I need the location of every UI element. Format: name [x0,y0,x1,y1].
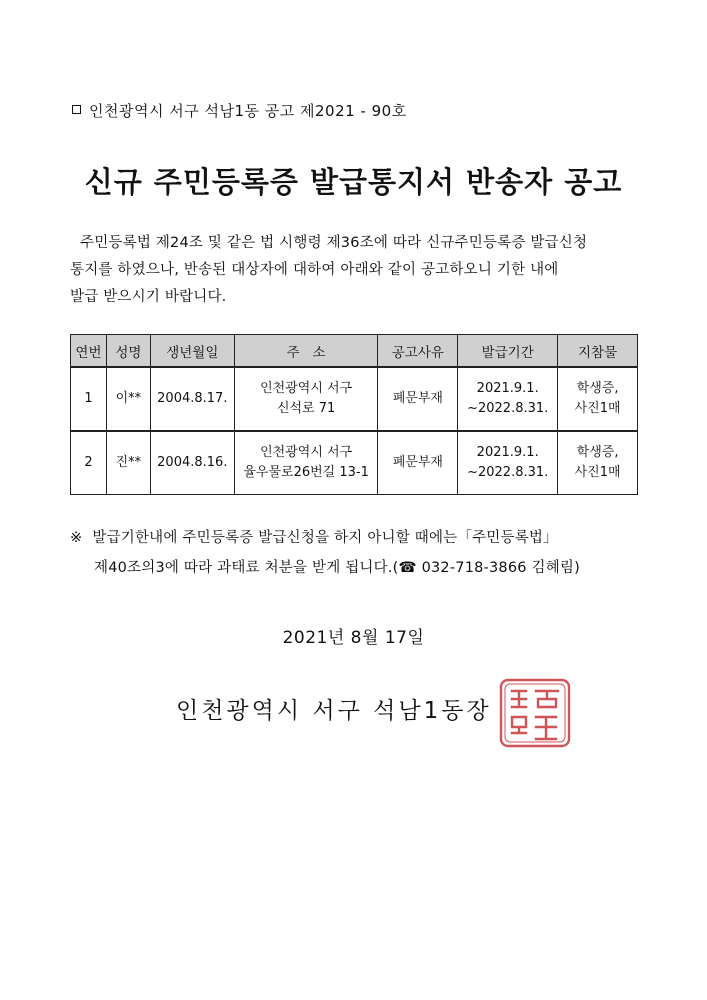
seal-glyph [512,691,526,707]
cell-items [558,367,638,431]
address-line: 율우물로26번길 13-1 [243,465,369,480]
footnote-line: 제40조의3에 따라 과태료 처분을 받게 됩니다.(☎ 032-718-3866 김혜림) [94,560,580,576]
items-line: 학생증, [576,445,619,460]
items-line: 사진1매 [574,401,621,416]
column-header: 연번 [71,335,107,368]
recipient-table [70,334,638,495]
table-row [71,431,638,495]
body-line: 발급 받으시기 바랍니다. [70,289,227,305]
period-line: ~2022.8.31. [467,465,549,480]
address-line: 인천광역시 서구 [260,381,353,396]
seal-glyph [512,717,526,733]
table-row [71,367,638,431]
seal-glyph [536,717,556,739]
period-line: 2021.9.1. [476,381,539,396]
footnote [70,523,680,583]
official-seal-stamp [498,677,572,749]
address-line: 인천광역시 서구 [260,445,353,460]
notice-number [72,100,407,121]
cell-address [234,367,378,431]
body-line: 통지를 하였으나, 반송된 대상자에 대하여 아래와 같이 공고하오니 기한 내에 [70,262,559,278]
cell-reason: 폐문부재 [378,431,458,495]
footnote-text: 발급기한내에 주민등록증 발급신청을 하지 아니할 때에는「주민등록법」 [92,530,558,546]
square-bullet-icon [72,105,81,114]
column-header: 지참물 [558,335,638,368]
cell-no: 2 [71,431,107,495]
cell-no: 1 [71,367,107,431]
reference-mark: ※ [70,530,83,546]
cell-period [458,367,558,431]
period-line: 2021.9.1. [476,445,539,460]
cell-name: 이** [106,367,150,431]
address-line: 신석로 71 [276,401,336,416]
table-header-row [71,335,638,368]
cell-birth: 2004.8.16. [150,431,234,495]
items-line: 사진1매 [574,465,621,480]
body-line: 주민등록법 제24조 및 같은 법 시행령 제36조에 따라 신규주민등록증 발급신청 [80,235,588,251]
notice-date: 2021년 8월 17일 [282,628,425,648]
notice-number-text: 인천광역시 서구 석남1동 공고 제2021 - 90호 [89,102,407,120]
period-line: ~2022.8.31. [467,401,549,416]
cell-birth: 2004.8.17. [150,367,234,431]
footnote-line [70,523,680,553]
cell-address [234,431,378,495]
issuer-name: 인천광역시 서구 석남1동장 [176,698,492,724]
column-header: 성명 [106,335,150,368]
notice-body [70,230,650,311]
cell-items [558,431,638,495]
items-line: 학생증, [576,381,619,396]
page-title: 신규 주민등록증 발급통지서 반송자 공고 [84,165,623,199]
seal-glyph [536,691,558,707]
column-header: 주 소 [234,335,378,368]
cell-reason: 폐문부재 [378,367,458,431]
column-header: 공고사유 [378,335,458,368]
cell-name: 진** [106,431,150,495]
column-header: 생년월일 [150,335,234,368]
cell-period [458,431,558,495]
column-header: 발급기간 [458,335,558,368]
